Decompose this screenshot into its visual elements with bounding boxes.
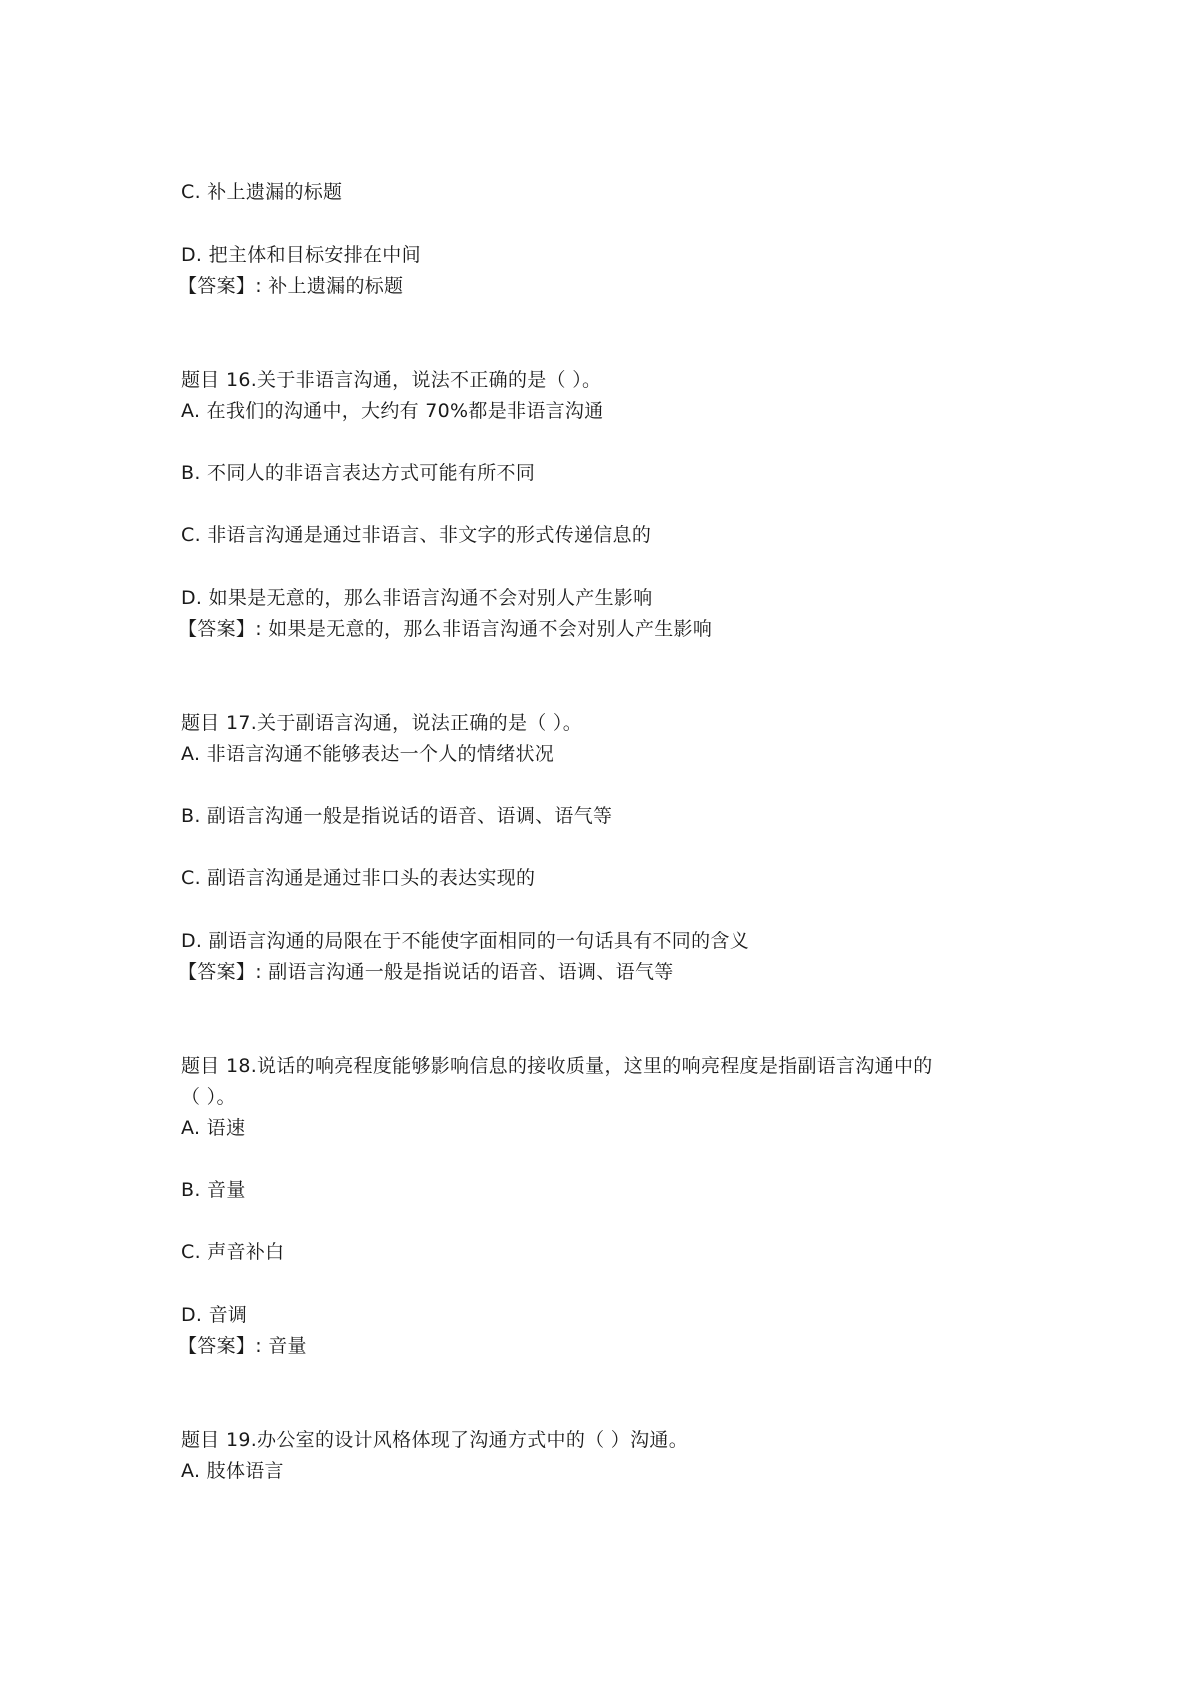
- question-18: 题目 18.说话的响亮程度能够影响信息的接收质量，这里的响亮程度是指副语言沟通中的: [181, 1055, 933, 1077]
- option-a-q18: A. 语速: [181, 1117, 246, 1139]
- question-16: 题目 16.关于非语言沟通，说法不正确的是（ ）。: [181, 369, 602, 391]
- answer-q18: 【答案】: 音量: [178, 1335, 307, 1357]
- option-a-q17: A. 非语言沟通不能够表达一个人的情绪状况: [181, 743, 555, 765]
- option-b-q16: B. 不同人的非语言表达方式可能有所不同: [181, 462, 536, 484]
- option-c-q15: C. 补上遗漏的标题: [181, 181, 343, 203]
- question-19: 题目 19.办公室的设计风格体现了沟通方式中的（ ）沟通。: [181, 1429, 688, 1451]
- option-a-q16: A. 在我们的沟通中，大约有 70%都是非语言沟通: [181, 400, 604, 422]
- option-c-q16: C. 非语言沟通是通过非语言、非文字的形式传递信息的: [181, 524, 652, 546]
- answer-q17: 【答案】: 副语言沟通一般是指说话的语音、语调、语气等: [178, 961, 674, 983]
- question-18-continuation: （ ）。: [181, 1086, 236, 1108]
- answer-q16: 【答案】: 如果是无意的，那么非语言沟通不会对别人产生影响: [178, 618, 713, 640]
- option-c-q17: C. 副语言沟通是通过非口头的表达实现的: [181, 867, 536, 889]
- answer-q15: 【答案】: 补上遗漏的标题: [178, 275, 404, 297]
- option-d-q16: D. 如果是无意的，那么非语言沟通不会对别人产生影响: [181, 587, 653, 609]
- option-a-q19: A. 肢体语言: [181, 1460, 284, 1482]
- option-d-q17: D. 副语言沟通的局限在于不能使字面相同的一句话具有不同的含义: [181, 930, 750, 952]
- question-17: 题目 17.关于副语言沟通，说法正确的是（ ）。: [181, 712, 582, 734]
- option-d-q18: D. 音调: [181, 1304, 248, 1326]
- option-c-q18: C. 声音补白: [181, 1241, 285, 1263]
- option-b-q17: B. 副语言沟通一般是指说话的语音、语调、语气等: [181, 805, 613, 827]
- option-b-q18: B. 音量: [181, 1179, 246, 1201]
- option-d-q15: D. 把主体和目标安排在中间: [181, 244, 421, 266]
